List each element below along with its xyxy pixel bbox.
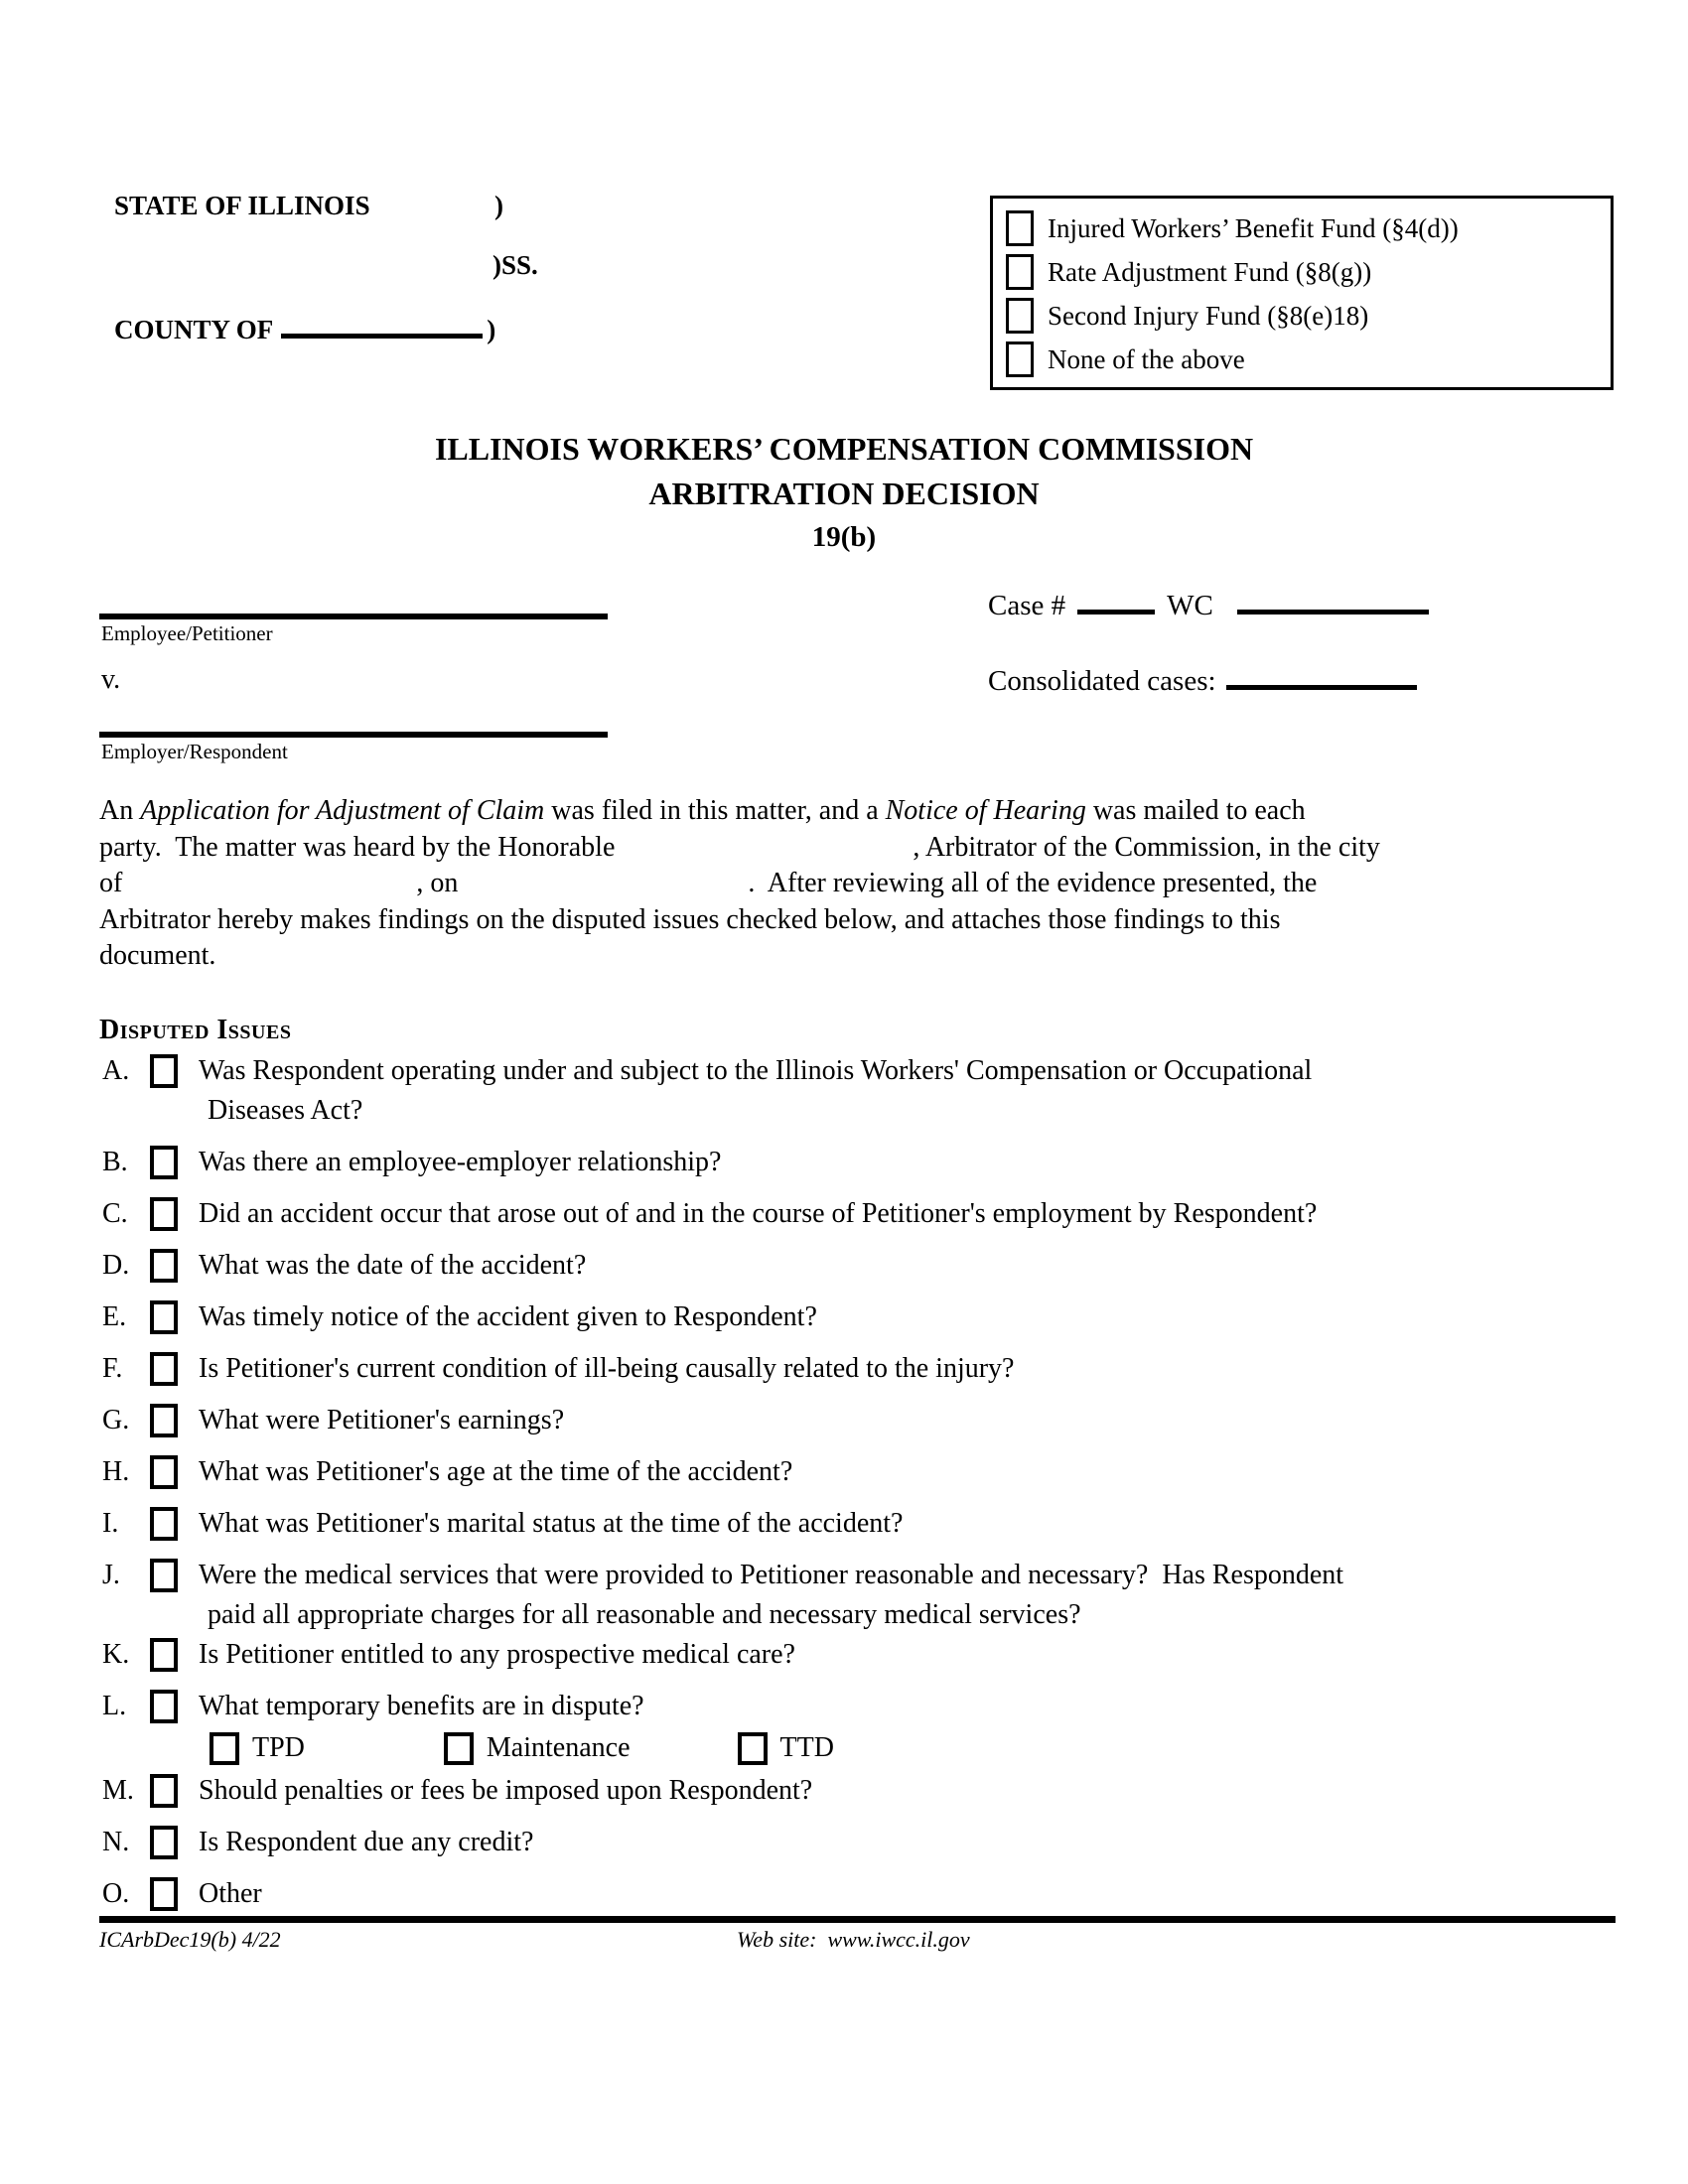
arbitration-decision-title: ARBITRATION DECISION: [648, 476, 1040, 511]
issue-C-checkbox[interactable]: [150, 1197, 178, 1231]
preamble-paragraph: [99, 793, 1648, 975]
issue-J-text: Were the medical services that were provided to Petitioner reasonable and necessary? Has Respondent: [199, 1560, 1344, 1590]
issue-B-letter: B.: [102, 1147, 128, 1177]
issue-N-checkbox[interactable]: [150, 1826, 178, 1859]
preamble-text: Arbitrator hereby makes findings on the disputed issues checked below, and attaches those findings to this: [99, 903, 1281, 935]
issue-row-E: [99, 1297, 1658, 1337]
fund-option-row: [1006, 338, 1611, 381]
issue-J-letter: J.: [102, 1560, 120, 1590]
issue-A-text: Was Respondent operating under and subject to the Illinois Workers' Compensation or Occupational: [199, 1055, 1313, 1086]
fund-option-4-label: None of the above: [1048, 343, 1245, 374]
preamble-text: of: [99, 868, 123, 898]
fund-option-row: [1006, 294, 1611, 338]
issue-G-checkbox[interactable]: [150, 1404, 178, 1437]
issue-N-letter: N.: [102, 1827, 130, 1857]
jurat-paren-1: ): [494, 191, 503, 220]
issue-N-text: Is Respondent due any credit?: [199, 1827, 534, 1857]
issue-L-checkbox[interactable]: [150, 1690, 178, 1723]
issue-C-text: Did an accident occur that arose out of and in the course of Petitioner's employment by Respondent?: [199, 1198, 1318, 1229]
issue-D-checkbox[interactable]: [150, 1249, 178, 1283]
fund-option-3-label: Second Injury Fund (§8(e)18): [1048, 300, 1369, 331]
issue-M-checkbox[interactable]: [150, 1774, 178, 1808]
issue-E-text: Was timely notice of the accident given to Respondent?: [199, 1301, 817, 1332]
issue-A-text: Diseases Act?: [208, 1095, 363, 1126]
issue-row-G: [99, 1401, 1658, 1440]
italic-case-name: Notice of Hearing: [885, 795, 1086, 826]
preamble-text: , Arbitrator of the Commission, in the city: [913, 831, 1380, 863]
issue-row-K: [99, 1635, 1658, 1675]
issue-F-text: Is Petitioner's current condition of ill-being causally related to the injury?: [199, 1353, 1015, 1384]
issue-A-letter: A.: [102, 1055, 130, 1086]
issue-D-text: What was the date of the accident?: [199, 1250, 587, 1281]
preamble-text: . After reviewing all of the evidence presented, the: [748, 868, 1318, 898]
preamble-text: document.: [99, 940, 216, 971]
issue-G-text: What were Petitioner's earnings?: [199, 1405, 565, 1435]
fund-option-1-checkbox[interactable]: [1006, 210, 1034, 246]
issue-row-N: [99, 1823, 1658, 1862]
issue-F-checkbox[interactable]: [150, 1352, 178, 1386]
fund-option-row: [1006, 206, 1611, 250]
preamble-line: [99, 830, 1648, 867]
maintenance-label: Maintenance: [486, 1732, 631, 1763]
preamble-line: [99, 902, 1648, 939]
wc-number-field[interactable]: [1237, 584, 1429, 614]
state-of-illinois-label: STATE OF ILLINOIS: [114, 191, 370, 220]
tpd-checkbox[interactable]: [210, 1732, 239, 1765]
issue-M-text: Should penalties or fees be imposed upon Respondent?: [199, 1775, 813, 1806]
preamble-text: was mailed to each: [1085, 795, 1306, 826]
issue-A-checkbox[interactable]: [150, 1054, 178, 1088]
issue-row-O: [99, 1874, 1658, 1914]
fund-option-row: [1006, 250, 1611, 294]
issue-O-checkbox[interactable]: [150, 1877, 178, 1911]
issue-row-F: [99, 1349, 1658, 1389]
issue-F-letter: F.: [102, 1353, 123, 1384]
jurat-paren-2: ): [487, 315, 496, 344]
sub-option-maintenance: [444, 1732, 631, 1765]
issue-K-text: Is Petitioner entitled to any prospective medical care?: [199, 1639, 795, 1670]
issue-B-text: Was there an employee-employer relationship?: [199, 1147, 722, 1177]
petitioner-name-field[interactable]: [99, 614, 608, 619]
issue-row-D: [99, 1246, 1658, 1286]
issue-row-A: [99, 1051, 1658, 1131]
benefit-fund-box: [990, 196, 1614, 390]
case-number-row: [988, 584, 1429, 622]
consolidated-cases-row: [988, 659, 1417, 698]
preamble-text: was filed in this matter, and a: [544, 795, 886, 826]
sub-option-ttd: [738, 1732, 834, 1765]
issue-G-letter: G.: [102, 1405, 130, 1435]
preamble-text: , on: [416, 868, 459, 898]
case-number-field[interactable]: [1077, 584, 1155, 614]
petitioner-label: Employee/Petitioner: [101, 621, 273, 645]
disputed-issues-list: [99, 1051, 1658, 1926]
preamble-line: [99, 866, 1648, 902]
respondent-name-field[interactable]: [99, 732, 608, 738]
hearing-city-field[interactable]: [122, 887, 416, 891]
footer-rule: [99, 1916, 1616, 1923]
preamble-line: [99, 938, 1648, 975]
issue-I-letter: I.: [102, 1508, 119, 1539]
tpd-label: TPD: [252, 1732, 305, 1763]
issue-O-letter: O.: [102, 1878, 130, 1909]
arbitrator-name-field[interactable]: [615, 852, 913, 856]
issue-E-checkbox[interactable]: [150, 1300, 178, 1334]
issue-E-letter: E.: [102, 1301, 127, 1332]
county-of-row: [114, 308, 495, 345]
fund-option-3-checkbox[interactable]: [1006, 298, 1034, 334]
wc-label: WC: [1167, 590, 1213, 621]
maintenance-checkbox[interactable]: [444, 1732, 474, 1765]
ttd-checkbox[interactable]: [738, 1732, 768, 1765]
preamble-text: An: [99, 795, 141, 826]
issue-B-checkbox[interactable]: [150, 1146, 178, 1179]
issue-H-letter: H.: [102, 1456, 130, 1487]
issue-I-text: What was Petitioner's marital status at the time of the accident?: [199, 1508, 904, 1539]
issue-M-letter: M.: [102, 1775, 134, 1806]
issue-H-checkbox[interactable]: [150, 1455, 178, 1489]
respondent-label: Employer/Respondent: [101, 740, 288, 763]
preamble-line: [99, 793, 1648, 830]
preamble-text: party. The matter was heard by the Honorable: [99, 831, 616, 863]
issue-L-letter: L.: [102, 1691, 127, 1721]
website-label: Web site: www.iwcc.il.gov: [737, 1927, 970, 1952]
issue-row-J: [99, 1556, 1658, 1635]
ttd-label: TTD: [779, 1732, 834, 1763]
issue-H-text: What was Petitioner's age at the time of the accident?: [199, 1456, 793, 1487]
issue-J-checkbox[interactable]: [150, 1559, 178, 1592]
disputed-issues-heading: Disputed Issues: [99, 1015, 292, 1045]
issue-row-B: [99, 1143, 1658, 1182]
form-number-label: ICArbDec19(b) 4/22: [99, 1927, 281, 1952]
italic-case-name: Application for Adjustment of Claim: [140, 795, 545, 826]
sub-option-tpd: [210, 1732, 305, 1765]
consolidated-cases-field[interactable]: [1226, 659, 1417, 690]
fund-option-1-label: Injured Workers’ Benefit Fund (§4(d)): [1048, 212, 1459, 243]
issue-row-L: [99, 1687, 1658, 1726]
case-number-label: Case #: [988, 590, 1066, 621]
issue-L-text: What temporary benefits are in dispute?: [199, 1691, 644, 1721]
issue-J-text: paid all appropriate charges for all reasonable and necessary medical services?: [208, 1599, 1081, 1630]
jurat-ss-label: )SS.: [492, 250, 538, 280]
fund-option-2-label: Rate Adjustment Fund (§8(g)): [1048, 256, 1372, 287]
versus-label: v.: [101, 664, 121, 695]
issue-row-I: [99, 1504, 1658, 1544]
fund-option-2-checkbox[interactable]: [1006, 254, 1034, 290]
county-of-label: COUNTY OF: [114, 315, 274, 344]
commission-title: ILLINOIS WORKERS’ COMPENSATION COMMISSION: [434, 431, 1254, 467]
form-title-block: [0, 427, 1688, 559]
issue-K-letter: K.: [102, 1639, 130, 1670]
county-name-field[interactable]: [281, 308, 483, 339]
section-19b-title: 19(b): [811, 521, 877, 553]
issue-I-checkbox[interactable]: [150, 1507, 178, 1541]
issue-O-text: Other: [199, 1878, 262, 1909]
issue-row-M: [99, 1771, 1658, 1811]
hearing-date-field[interactable]: [458, 887, 748, 891]
issue-row-H: [99, 1452, 1658, 1492]
issue-D-letter: D.: [102, 1250, 130, 1281]
consolidated-cases-label: Consolidated cases:: [988, 665, 1216, 697]
issue-K-checkbox[interactable]: [150, 1638, 178, 1672]
issue-L-sub-options: [99, 1728, 1658, 1768]
issue-row-C: [99, 1194, 1658, 1234]
fund-option-4-checkbox[interactable]: [1006, 341, 1034, 377]
issue-C-letter: C.: [102, 1198, 128, 1229]
